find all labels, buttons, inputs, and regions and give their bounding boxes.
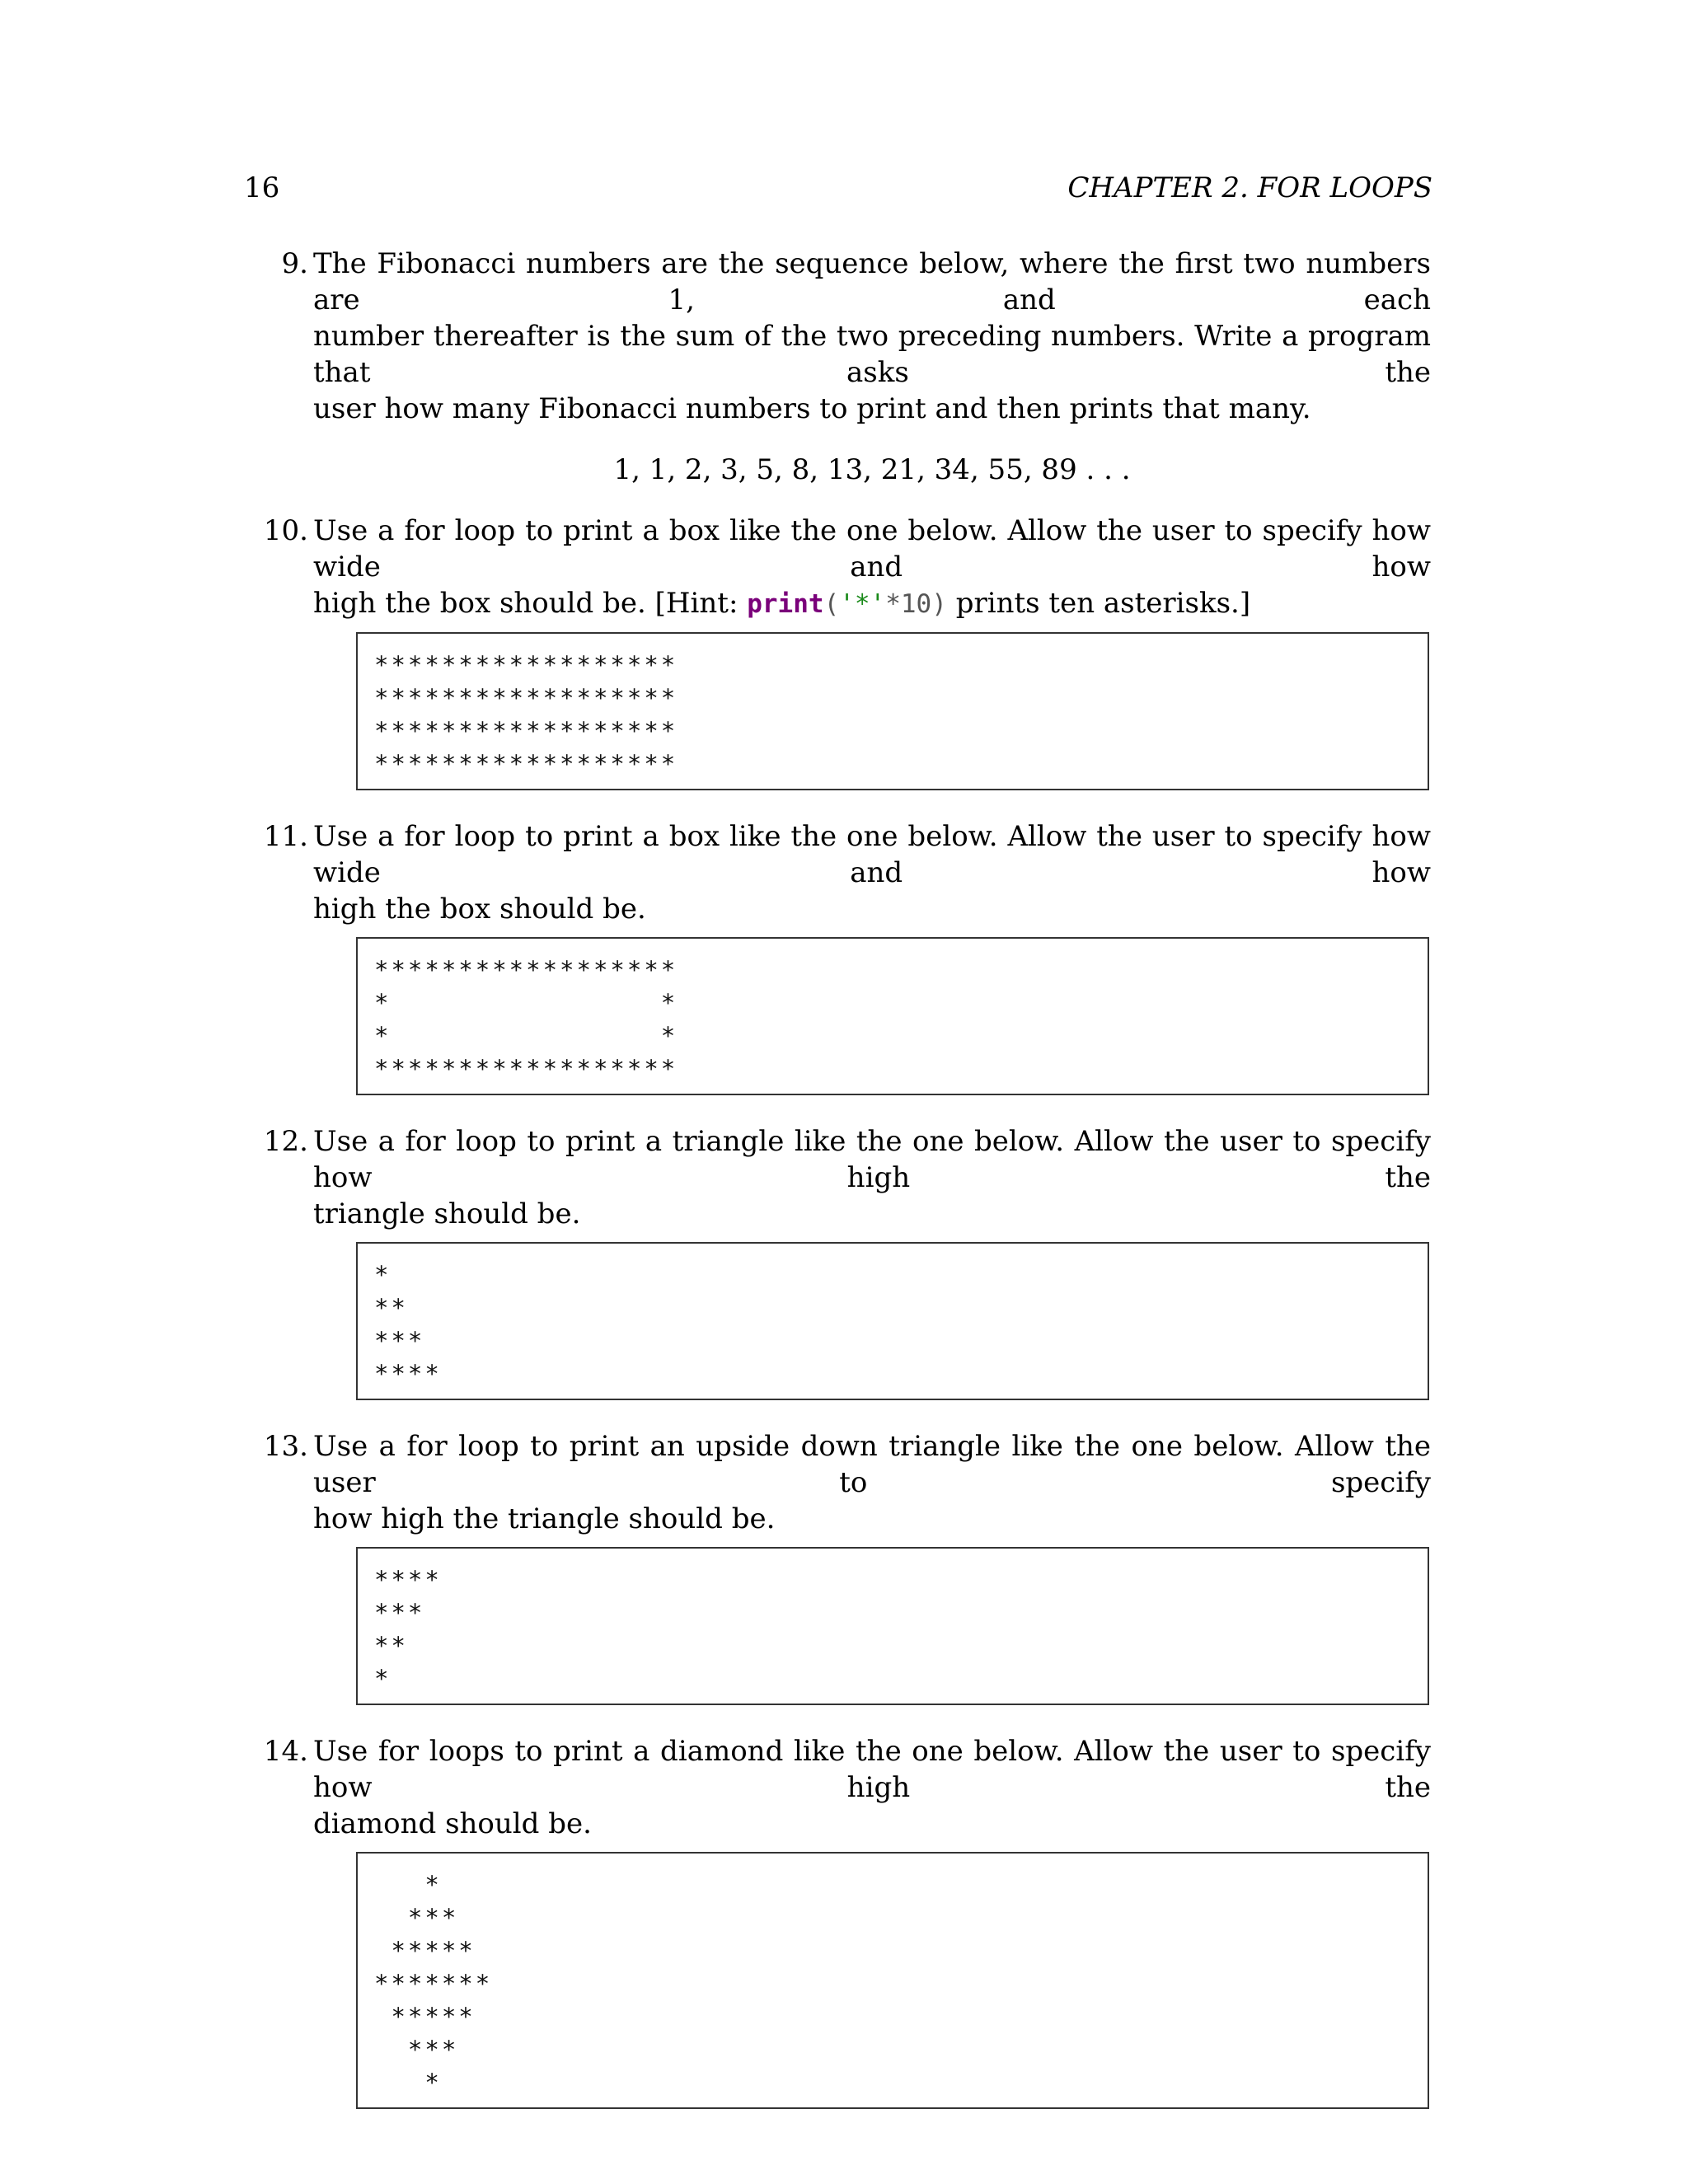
text-line: triangle should be. <box>313 1197 581 1230</box>
output-box <box>356 1852 1429 2109</box>
page-number: 16 <box>244 171 280 204</box>
exercise-10 <box>262 513 1432 790</box>
hint-prefix: high the box should be. [Hint: <box>313 587 748 620</box>
text-line: Use a for loop to print a box like the one below. Allow the user to specify how wide and how <box>313 820 1431 889</box>
exercise-text <box>313 1428 1431 1537</box>
text-line: diamond should be. <box>313 1807 592 1840</box>
exercise-list <box>262 246 1432 2109</box>
exercise-14 <box>262 1733 1432 2109</box>
code-string-literal: '*' <box>839 589 886 619</box>
text-line: Use for loops to print a diamond like the one below. Allow the user to specify how high the <box>313 1735 1431 1804</box>
output-box <box>356 1242 1429 1400</box>
code-multiplier: *10) <box>885 589 947 619</box>
running-header: CHAPTER 2. FOR LOOPS <box>1067 171 1432 204</box>
exercise-12 <box>262 1123 1432 1400</box>
output-box <box>356 937 1429 1095</box>
text-line: user how many Fibonacci numbers to print and then prints that many. <box>313 392 1311 425</box>
exercise-number: 12. <box>263 1125 308 1158</box>
output-pattern: ****************** ****************** ****************** ****************** <box>374 651 678 778</box>
code-open-paren: ( <box>823 589 840 619</box>
text-line: Use a for loop to print a box like the one below. Allow the user to specify how wide and how <box>313 514 1431 583</box>
text-line: Use a for loop to print an upside down triangle like the one below. Allow the user to specify <box>313 1430 1431 1499</box>
exercise-text <box>313 513 1431 622</box>
code-print-keyword: print <box>747 589 824 619</box>
exercise-text <box>313 1123 1431 1232</box>
exercise-number: 13. <box>263 1430 308 1463</box>
exercise-text <box>313 1733 1431 1842</box>
exercise-text <box>313 246 1431 427</box>
text-line: high the box should be. <box>313 893 646 926</box>
exercise-13 <box>262 1428 1432 1705</box>
text-line: how high the triangle should be. <box>313 1502 776 1535</box>
output-pattern: **** *** ** * <box>374 1566 442 1693</box>
exercise-number: 11. <box>263 820 308 853</box>
output-pattern: ****************** * * * * ****************** <box>374 956 678 1083</box>
hint-suffix: prints ten asterisks.] <box>946 587 1251 620</box>
exercise-number: 9. <box>281 247 308 280</box>
exercise-11 <box>262 818 1432 1095</box>
exercise-number: 10. <box>263 514 308 547</box>
exercise-text <box>313 818 1431 927</box>
text-line: number thereafter is the sum of the two preceding numbers. Write a program that asks the <box>313 320 1431 389</box>
text-line-with-hint <box>313 585 1431 622</box>
exercise-number: 14. <box>263 1735 308 1768</box>
text-line: The Fibonacci numbers are the sequence below, where the first two numbers are 1, and each <box>313 247 1431 316</box>
exercise-9 <box>262 246 1432 488</box>
output-box <box>356 632 1429 790</box>
text-line: Use a for loop to print a triangle like the one below. Allow the user to specify how high the <box>313 1125 1431 1194</box>
output-box <box>356 1547 1429 1705</box>
output-pattern: * *** ***** ******* ***** *** * <box>374 1871 493 2097</box>
fibonacci-sequence: 1, 1, 2, 3, 5, 8, 13, 21, 34, 55, 89 . . . <box>613 453 1131 486</box>
output-pattern: * ** *** **** <box>374 1261 442 1388</box>
